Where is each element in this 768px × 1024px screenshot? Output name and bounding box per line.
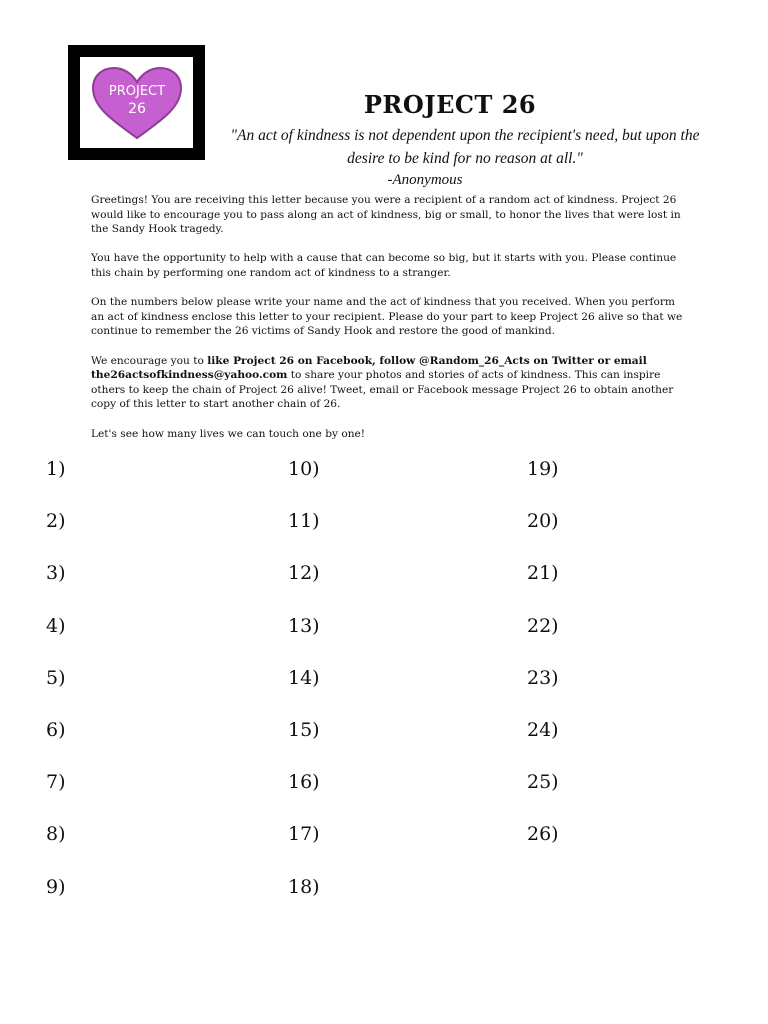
entry-number: 2) [46, 510, 66, 533]
entry-number: 19) [527, 458, 559, 480]
entry-number: 5) [46, 666, 66, 689]
entry-number: 24) [527, 719, 559, 741]
encourage-social-links: like Project 26 on Facebook, follow @Random_26_Acts on Twitter or email the26actsofkindness@yahoo.com [91, 354, 647, 382]
encourage-text-start: We encourage you to [91, 354, 208, 367]
page-title: PROJECT 26 [363, 90, 537, 119]
entry-number: 15) [288, 719, 320, 741]
entry-number: 9) [46, 875, 66, 898]
entry-number: 7) [46, 771, 66, 794]
entry-number: 11) [288, 510, 320, 533]
entry-number: 18) [288, 875, 320, 898]
heart-logo [80, 57, 193, 148]
logo-line1: PROJECT [108, 83, 165, 99]
entry-number: 6) [46, 719, 66, 741]
quote: "An act of kindness is not dependent upon the recipient's need, but upon the desire to be kind for no reason at all." [230, 127, 700, 167]
entry-number: 14) [288, 666, 320, 689]
entry-number: 22) [527, 614, 559, 637]
quote-author: -Anonymous [387, 172, 463, 188]
entry-number: 12) [288, 562, 320, 585]
entry-number: 26) [527, 823, 559, 846]
paragraph-greetings: Greetings! You are receiving this letter because you were a recipient of a random act of kindness. Project 26 would like to encourage you to pass along an act of kindness, big or small, to honor the lives that were lost in the Sandy Hook tragedy. [91, 194, 681, 236]
paragraph-closing: Let's see how many lives we can touch one by one! [91, 427, 366, 440]
letter-body [91, 193, 691, 441]
paragraph-opportunity: You have the opportunity to help with a cause that can become so big, but it starts with you. Please continue this chain by performing one random act of kindness to a stranger. [91, 252, 677, 279]
encourage-text-end: to share your photos and stories of acts of kindness. This can inspire others to keep the chain of Project 26 alive! Tweet, email or Facebook message Project 26 to obtain another copy of this letter to start another chain of 26. [91, 369, 674, 411]
entry-number: 10) [288, 458, 320, 480]
entry-number: 13) [288, 614, 320, 637]
entry-number: 16) [288, 771, 320, 794]
entry-number: 4) [46, 614, 66, 637]
entry-number: 3) [46, 562, 66, 585]
entry-number: 20) [527, 510, 559, 533]
entry-number: 17) [288, 823, 320, 846]
entry-number: 1) [46, 458, 66, 480]
paragraph-instructions: On the numbers below please write your name and the act of kindness that you received. When you perform an act of kindness enclose this letter to your recipient. Please do your part to keep Project 26 alive so that we continue to remember the 26 victims of Sandy Hook and restore the good of mankind. [91, 296, 683, 338]
entry-number: 23) [527, 666, 559, 689]
entry-number: 8) [46, 823, 66, 846]
paragraph-encourage [91, 354, 691, 412]
logo-frame [68, 45, 205, 160]
entry-number: 21) [527, 562, 559, 585]
logo-line2: 26 [127, 100, 146, 117]
entry-number: 25) [527, 771, 559, 794]
